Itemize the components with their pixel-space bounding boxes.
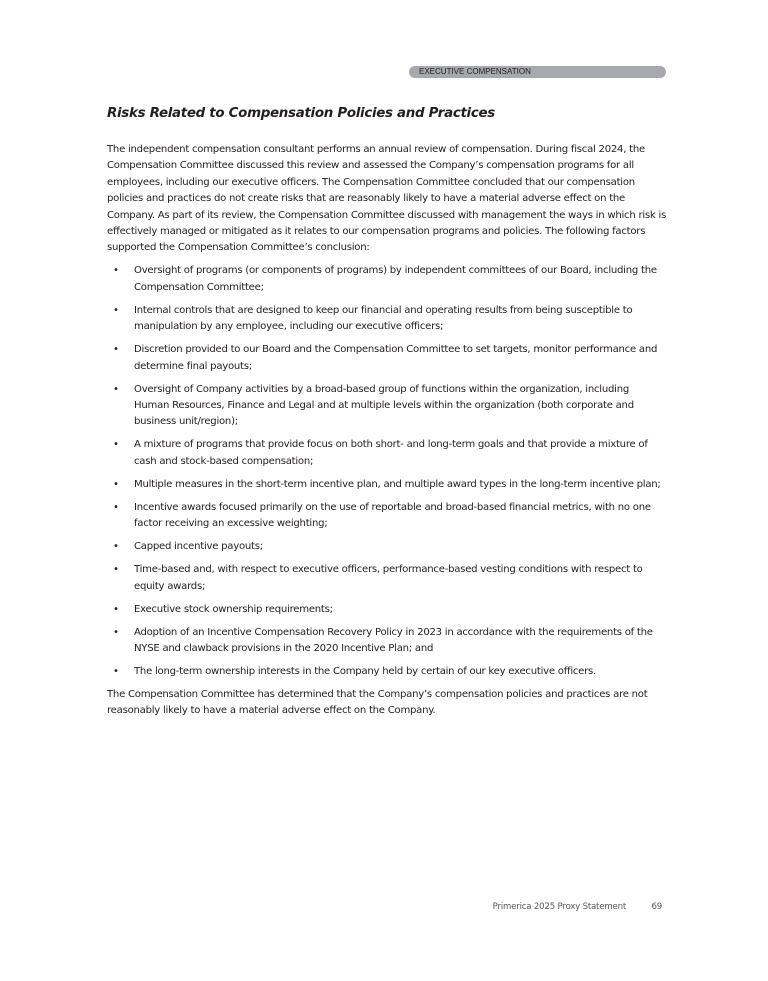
list-item-text: The long-term ownership interests in the Company held by certain of our key executive officers.	[134, 666, 597, 678]
list-item-text: A mixture of programs that provide focus on both short- and long-term goals and that provide a mixture of cash and stock-based compensation;	[134, 439, 648, 467]
list-item-text: Oversight of Company activities by a broad-based group of functions within the organization, including Human Resources, Finance and Legal and at multiple levels within the organization (both corporate and business unit/region);	[134, 383, 634, 428]
list-item-text: Oversight of programs (or components of programs) by independent committees of our Board, including the Compensation Committee;	[134, 265, 657, 293]
bullet-icon: •	[113, 304, 119, 316]
section-header-tab	[409, 66, 666, 78]
section-heading: Risks Related to Compensation Policies and Practices	[107, 106, 495, 121]
list-item-text: Discretion provided to our Board and the Compensation Committee to set targets, monitor performance and determine final payouts;	[134, 344, 658, 372]
page-number: 69	[651, 902, 662, 912]
list-item-text: Time-based and, with respect to executive officers, performance-based vesting conditions with respect to equity awards;	[134, 564, 643, 592]
bullet-icon: •	[113, 603, 119, 615]
bullet-icon: •	[113, 541, 119, 553]
bullet-icon: •	[113, 383, 119, 395]
list-item	[107, 303, 667, 336]
list-item-text: Multiple measures in the short-term incentive plan, and multiple award types in the long-term incentive plan;	[134, 478, 661, 490]
list-item-text: Executive stock ownership requirements;	[134, 603, 333, 615]
closing-paragraph: The Compensation Committee has determined that the Company’s compensation policies and practices are not reasonably likely to have a material adverse effect on the Company.	[107, 688, 648, 716]
bullet-icon: •	[113, 666, 119, 678]
list-item-text: Incentive awards focused primarily on the use of reportable and broad-based financial metrics, with no one factor receiving an excessive weighting;	[134, 501, 651, 530]
list-item	[107, 625, 667, 658]
publication-title: Primerica 2025 Proxy Statement	[492, 902, 626, 912]
list-item	[107, 539, 667, 555]
list-item	[107, 602, 667, 618]
list-item	[107, 562, 667, 595]
bullet-icon: •	[113, 265, 119, 277]
list-item	[107, 263, 667, 296]
bullet-icon: •	[113, 564, 119, 576]
bullet-icon: •	[113, 439, 119, 451]
body-content	[107, 142, 667, 719]
list-item-text: Adoption of an Incentive Compensation Recovery Policy in 2023 in accordance with the requirements of the NYSE and clawback provisions in the 2020 Incentive Plan; and	[134, 626, 653, 655]
bullet-icon: •	[113, 478, 119, 490]
section-label: EXECUTIVE COMPENSATION	[419, 67, 531, 76]
bullet-icon: •	[113, 626, 119, 638]
list-item	[107, 437, 667, 470]
bullet-icon: •	[113, 344, 119, 356]
factors-list	[107, 263, 667, 680]
bullet-icon: •	[113, 501, 119, 513]
list-item	[107, 664, 667, 680]
intro-paragraph: The independent compensation consultant performs an annual review of compensation. During fiscal 2024, the Compensation Committee discussed this review and assessed the Company’s compensation programs for all employees, including our executive officers. The Compensation Committee concluded that our compensation policies and practices do not create risks that are reasonably likely to have a material adverse effect on the Company. As part of its review, the Compensation Committee discussed with management the ways in which risk is effectively managed or mitigated as it relates to our compensation programs and policies. The following factors supported the Compensation Committee’s conclusion:	[107, 144, 667, 254]
list-item-text: Internal controls that are designed to keep our financial and operating results from being susceptible to manipulation by any employee, including our executive officers;	[134, 304, 633, 333]
list-item-text: Capped incentive payouts;	[134, 541, 263, 553]
list-item	[107, 500, 667, 533]
list-item	[107, 477, 667, 493]
list-item	[107, 342, 667, 375]
list-item	[107, 382, 667, 431]
